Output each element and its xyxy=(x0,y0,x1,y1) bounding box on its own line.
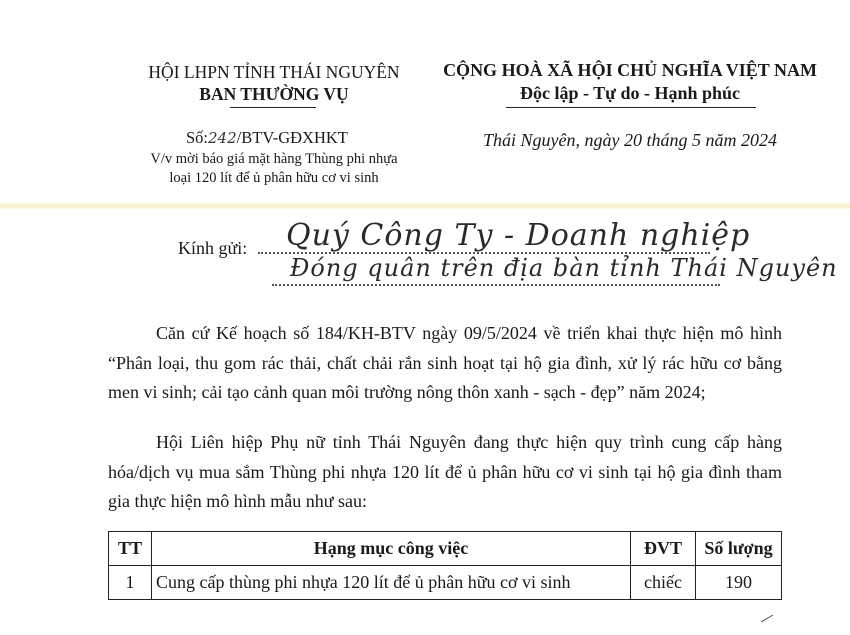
document-number-suffix: /BTV-GĐXHKT xyxy=(236,128,348,147)
header-tt: TT xyxy=(109,532,152,566)
recipient-label: Kính gửi: xyxy=(178,238,248,258)
subject-line-2: loại 120 lít để ủ phân hữu cơ vi sinh xyxy=(169,170,379,186)
recipient-dotted-line-2 xyxy=(272,284,720,286)
national-motto: Độc lập - Tự do - Hạnh phúc xyxy=(519,83,741,103)
document-number xyxy=(186,128,348,148)
scan-seam xyxy=(0,202,850,210)
recipient-handwriting-1: Quý Công Ty - Doanh nghiệp xyxy=(286,218,751,253)
org-underline xyxy=(230,107,316,108)
header-qty: Số lượng xyxy=(696,532,782,566)
org-name: HỘI LHPN TỈNH THÁI NGUYÊN xyxy=(148,62,400,82)
org-department: BAN THƯỜNG VỤ xyxy=(199,84,349,104)
date-line: Thái Nguyên, ngày 20 tháng 5 năm 2024 xyxy=(483,130,777,150)
row-qty: 190 xyxy=(696,566,782,600)
header-unit: ĐVT xyxy=(631,532,696,566)
table-header-row xyxy=(109,532,782,566)
recipient-handwriting-2: Đóng quân trên địa bàn tỉnh Thái Nguyên xyxy=(290,254,838,282)
scan-mark xyxy=(761,615,774,623)
row-unit: chiếc xyxy=(631,566,696,600)
body-paragraph-2: Hội Liên hiệp Phụ nữ tỉnh Thái Nguyên đang thực hiện quy trình cung cấp hàng hóa/dịch vụ mua sắm Thùng phi nhựa 120 lít để ủ phân hữu cơ vi sinh tại hộ gia đình tham gia thực hiện mô hình mẫu như sau: xyxy=(108,432,782,511)
document-number-label: Số: xyxy=(186,128,209,147)
body-paragraph-1: Căn cứ Kế hoạch số 184/KH-BTV ngày 09/5/2024 về triển khai thực hiện mô hình “Phân loại, thu gom rác thải, chất chải rắn sinh hoạt tại hộ gia đình, xử lý rác hữu cơ bằng men vi sinh; cải tạo cảnh quan môi trường nông thôn xanh - sạch - đẹp” năm 2024; xyxy=(108,323,782,402)
row-tt: 1 xyxy=(109,566,152,600)
national-title: CỘNG HOÀ XÃ HỘI CHỦ NGHĨA VIỆT NAM xyxy=(443,60,817,80)
subject-line-1: V/v mời báo giá mặt hàng Thùng phi nhựa xyxy=(150,151,398,167)
document-number-value: 242 xyxy=(208,129,237,147)
row-item: Cung cấp thùng phi nhựa 120 lít để ủ phân hữu cơ vi sinh xyxy=(152,566,631,600)
table-row xyxy=(109,566,782,600)
header-item: Hạng mục công việc xyxy=(152,532,631,566)
motto-underline xyxy=(506,107,756,108)
items-table xyxy=(108,531,782,600)
